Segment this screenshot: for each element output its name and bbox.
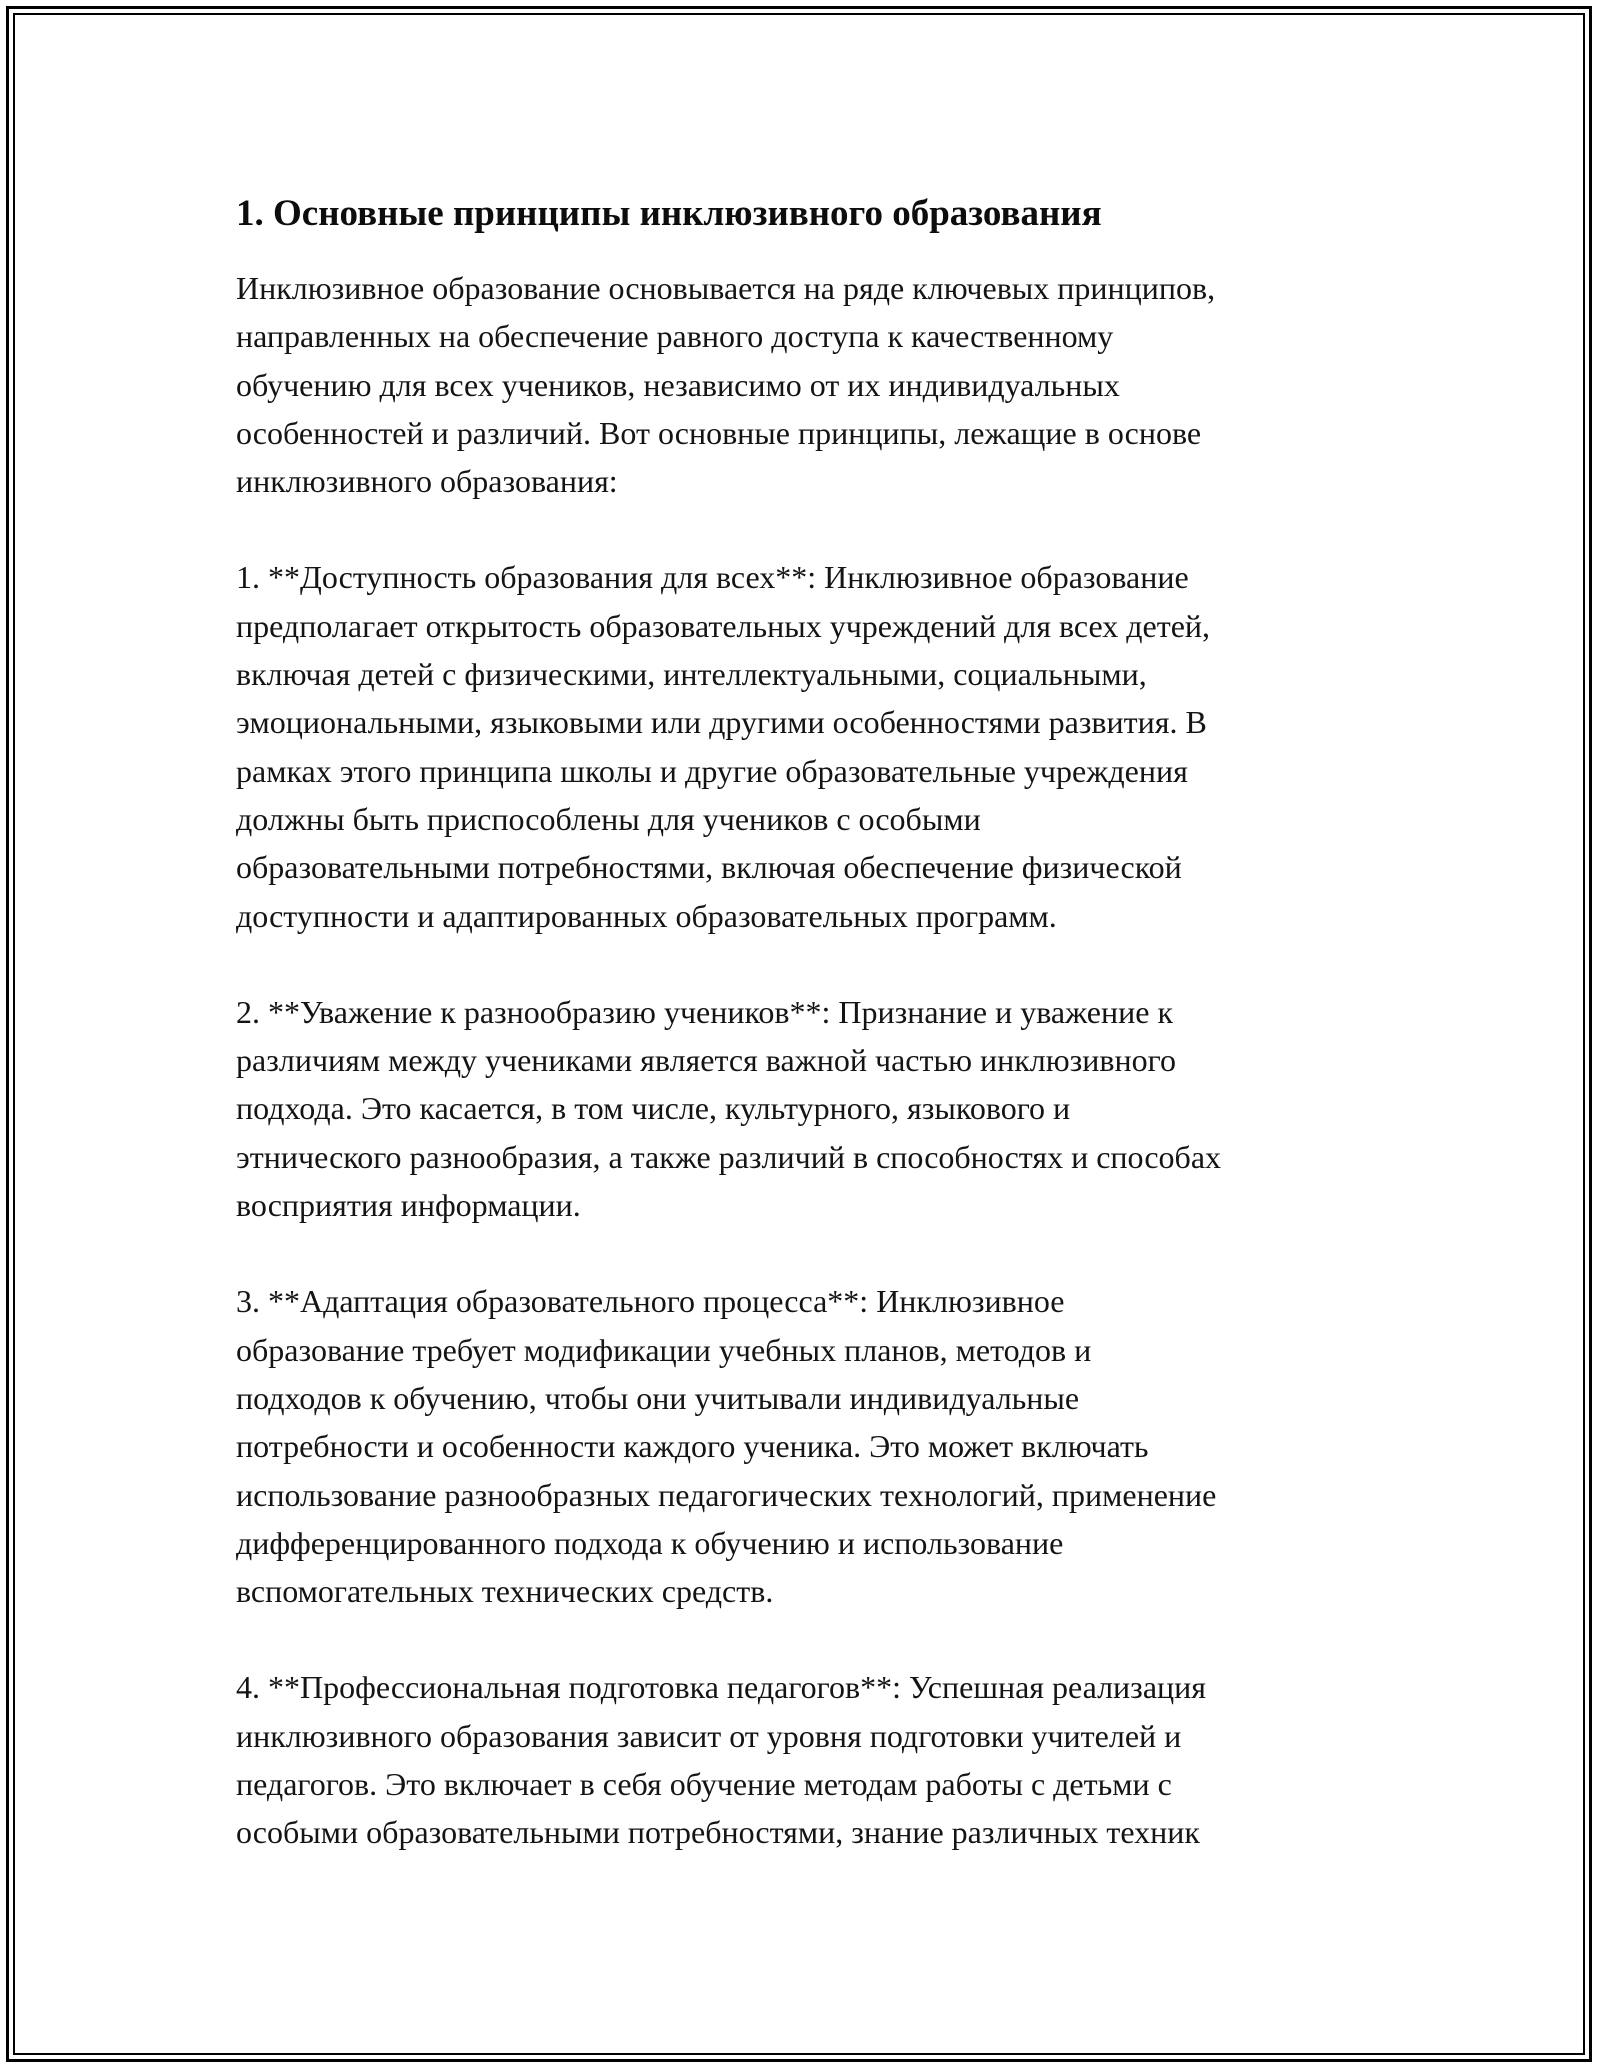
- principle-2-paragraph: [236, 988, 1386, 1229]
- text-line: педагогов. Это включает в себя обучение методам работы с детьми с: [236, 1766, 1172, 1803]
- text-line: доступности и адаптированных образовательных программ.: [236, 897, 1057, 934]
- text-line: образовательными потребностями, включая обеспечение физической: [236, 849, 1182, 886]
- text-line: этнического разнообразия, а также различий в способностях и способах: [236, 1138, 1222, 1175]
- text-line: должны быть приспособлены для учеников с особыми: [236, 800, 981, 837]
- text-line: рамках этого принципа школы и другие образовательные учреждения: [236, 752, 1188, 789]
- text-line: включая детей с физическими, интеллектуальными, социальными,: [236, 656, 1147, 693]
- principle-1-paragraph: [236, 553, 1386, 939]
- text-line: 1. **Доступность образования для всех**: Инклюзивное образование: [236, 559, 1189, 596]
- principle-3-paragraph: [236, 1277, 1386, 1615]
- text-line: потребности и особенности каждого ученика. Это может включать: [236, 1428, 1149, 1465]
- text-line: обучению для всех учеников, независимо от их индивидуальных: [236, 366, 1120, 403]
- text-line: инклюзивного образования зависит от уровня подготовки учителей и: [236, 1717, 1182, 1754]
- text-line: особыми образовательными потребностями, знание различных техник: [236, 1814, 1200, 1851]
- text-line: использование разнообразных педагогических технологий, применение: [236, 1476, 1217, 1513]
- text-line: подходов к обучению, чтобы они учитывали индивидуальные: [236, 1379, 1080, 1416]
- text-line: предполагает открытость образовательных учреждений для всех детей,: [236, 607, 1211, 644]
- document-body: [236, 186, 1386, 1905]
- text-line: восприятия информации.: [236, 1187, 581, 1224]
- text-line: 4. **Профессиональная подготовка педагогов**: Успешная реализация: [236, 1669, 1206, 1706]
- text-line: 3. **Адаптация образовательного процесса**: Инклюзивное: [236, 1283, 1065, 1320]
- text-line: направленных на обеспечение равного доступа к качественному: [236, 318, 1114, 355]
- section-heading: 1. Основные принципы инклюзивного образования: [236, 193, 1102, 234]
- text-line: различиям между учениками является важной частью инклюзивного: [236, 1042, 1176, 1079]
- text-line: особенностей и различий. Вот основные принципы, лежащие в основе: [236, 414, 1202, 451]
- principle-4-paragraph: [236, 1663, 1386, 1856]
- text-line: образование требует модификации учебных планов, методов и: [236, 1331, 1092, 1368]
- text-line: дифференцированного подхода к обучению и использование: [236, 1524, 1064, 1561]
- text-line: вспомогательных технических средств.: [236, 1573, 774, 1610]
- intro-paragraph: [236, 264, 1386, 505]
- text-line: Инклюзивное образование основывается на ряде ключевых принципов,: [236, 270, 1216, 306]
- text-line: подхода. Это касается, в том числе, культурного, языкового и: [236, 1090, 1071, 1127]
- text-line: 2. **Уважение к разнообразию учеников**: Признание и уважение к: [236, 993, 1173, 1030]
- text-line: эмоциональными, языковыми или другими особенностями развития. В: [236, 704, 1207, 741]
- text-line: инклюзивного образования:: [236, 463, 618, 500]
